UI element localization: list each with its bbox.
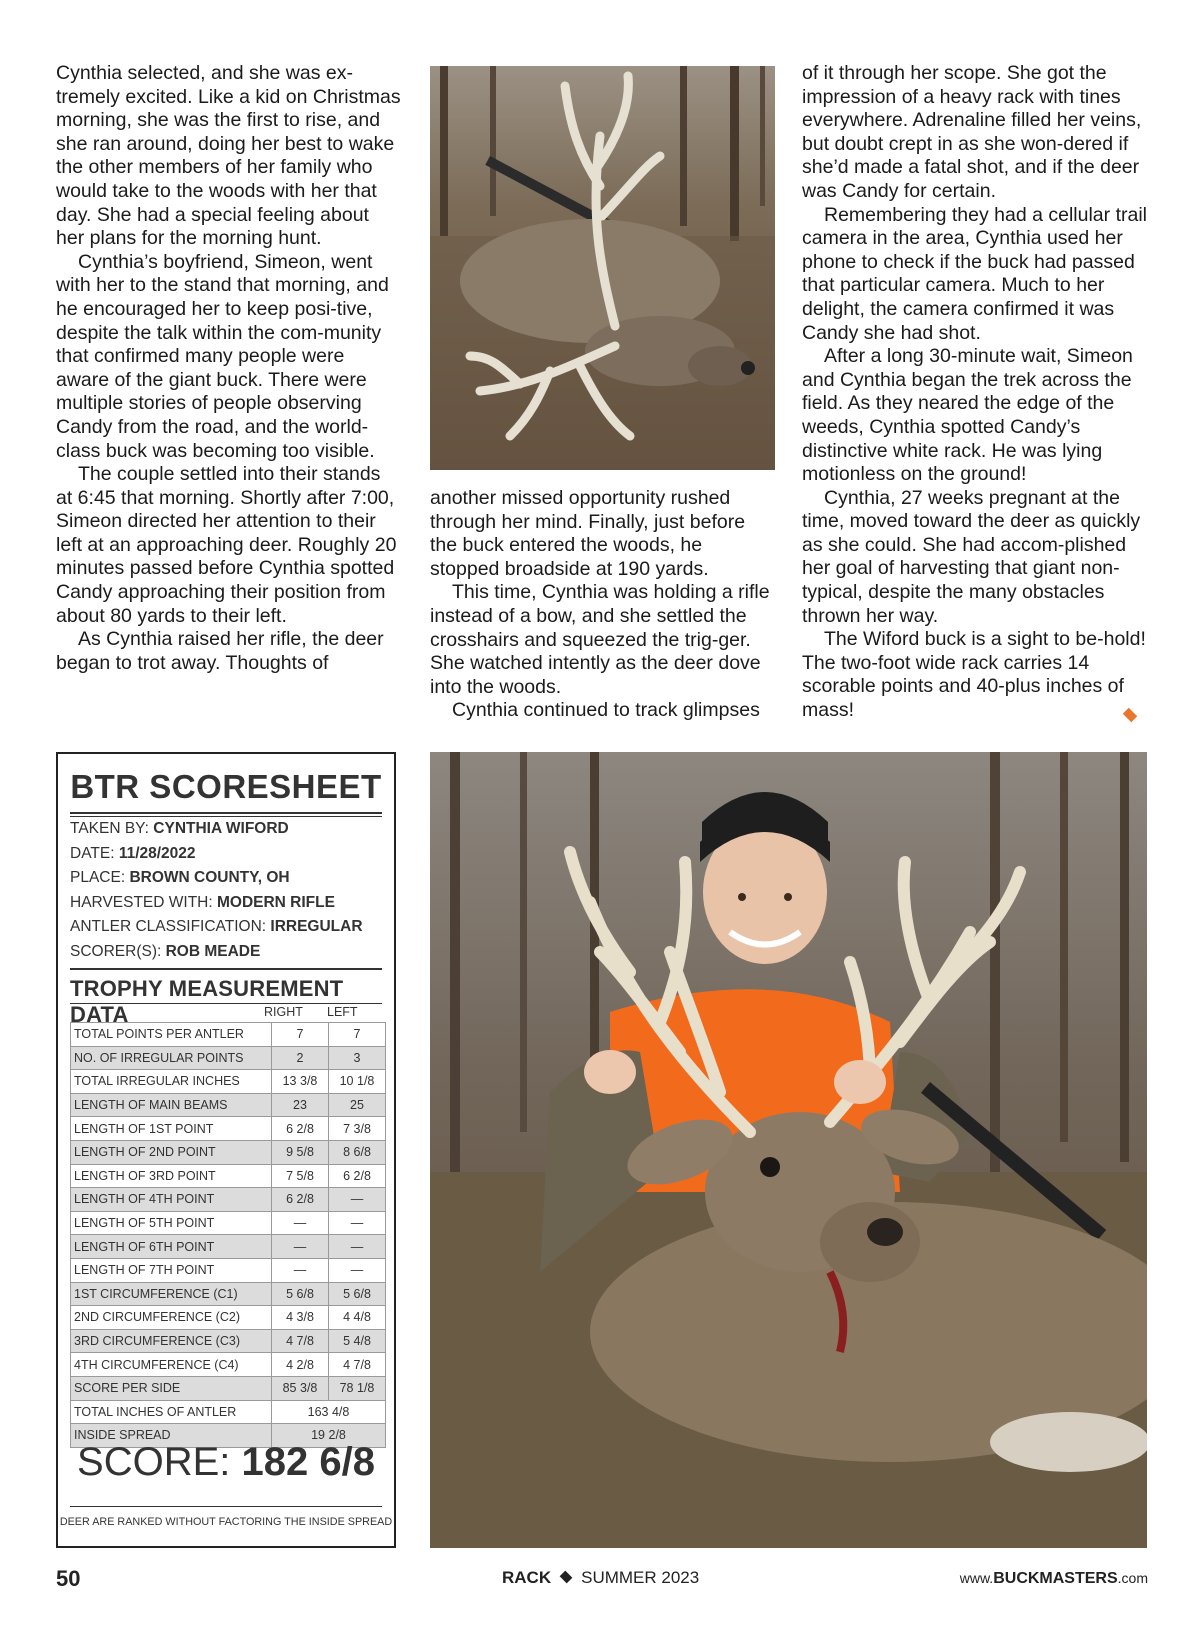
paragraph: of it through her scope. She got the impression of a heavy rack with tines everywhere. Adrenaline filled her veins, but doubt crept in as she won-dered if she’d made a fatal shot, and if the deer was Candy for certain. [802, 62, 1142, 202]
photo-hunter-with-buck [430, 752, 1147, 1548]
table-row: LENGTH OF 6TH POINT — — [71, 1235, 386, 1259]
info-place: PLACE: BROWN COUNTY, OH [70, 869, 290, 887]
scoresheet-info [70, 817, 363, 965]
deer-photo-illustration [430, 66, 775, 470]
divider [70, 968, 382, 970]
measurement-table [70, 1022, 386, 1448]
paragraph: After a long 30-minute wait, Simeon and Cynthia began the trek across the field. As they neared the edge of the weeds, Cynthia spotted Candy’s distinctive white rack. He was lying motionless on the ground! [802, 345, 1133, 486]
divider [70, 1506, 382, 1507]
table-row: LENGTH OF 7TH POINT — — [71, 1258, 386, 1282]
table-row: 1ST CIRCUMFERENCE (C1) 5 6/8 5 6/8 [71, 1282, 386, 1306]
table-row: NO. OF IRREGULAR POINTS 2 3 [71, 1046, 386, 1070]
info-antler-classification: ANTLER CLASSIFICATION: IRREGULAR [70, 918, 363, 936]
page-number: 50 [56, 1566, 81, 1591]
table-row: LENGTH OF 3RD POINT 7 5/8 6 2/8 [71, 1164, 386, 1188]
table-row: LENGTH OF 5TH POINT — — [71, 1211, 386, 1235]
article-column-3 [802, 62, 1147, 723]
table-row: LENGTH OF 4TH POINT 6 2/8 — [71, 1188, 386, 1212]
table-row: 3RD CIRCUMFERENCE (C3) 4 7/8 5 4/8 [71, 1329, 386, 1353]
info-date: DATE: 11/28/2022 [70, 844, 196, 862]
photo-deer-on-ground [430, 66, 775, 470]
paragraph: Remembering they had a cellular trail camera in the area, Cynthia used her phone to check if the buck had passed that particular camera. Much to her delight, the camera confirmed it was Candy she had shot. [802, 203, 1147, 344]
article-column-2 [430, 487, 770, 723]
diamond-icon [560, 1571, 573, 1584]
issue-label: SUMMER 2023 [581, 1568, 700, 1587]
scoresheet-title: BTR SCORESHEET [70, 768, 382, 805]
column-header-right: RIGHT [264, 1005, 303, 1019]
paragraph: another missed opportunity rushed through her mind. Finally, just before the buck entered the woods, he stopped broadside at 190 yards. [430, 487, 746, 580]
table-row-total: TOTAL INCHES OF ANTLER 163 4/8 [71, 1400, 386, 1424]
divider [70, 812, 382, 814]
hunter-photo-illustration [430, 752, 1147, 1548]
magazine-name: RACK [502, 1568, 552, 1587]
paragraph: The couple settled into their stands at 6:45 that morning. Shortly after 7:00, Simeon directed her attention to their left at an approaching deer. Roughly 20 minutes passed before Cynthia spotted Candy approaching their position from about 80 yards to their left. [56, 463, 397, 627]
divider [70, 1003, 382, 1004]
paragraph: As Cynthia raised her rifle, the deer began to trot away. Thoughts of [56, 628, 384, 674]
table-row: LENGTH OF 1ST POINT 6 2/8 7 3/8 [71, 1117, 386, 1141]
website-link[interactable]: www.BUCKMASTERS.com [959, 1570, 1148, 1587]
info-scorers: SCORER(S): ROB MEADE [70, 942, 261, 960]
paragraph: Cynthia selected, and she was ex-tremely excited. Like a kid on Christmas morning, she was the first to rise, and she ran around, doing her best to wake the other members of her family who would take to the woods with her that day. She had a special feeling about her plans for the morning hunt. [56, 62, 401, 250]
table-row: LENGTH OF MAIN BEAMS 23 25 [71, 1093, 386, 1117]
table-row: SCORE PER SIDE 85 3/8 78 1/8 [71, 1376, 386, 1400]
table-row: TOTAL POINTS PER ANTLER 7 7 [71, 1023, 386, 1047]
paragraph: Cynthia continued to track glimpses [452, 699, 760, 722]
paragraph: The Wiford buck is a sight to be-hold! The two-foot wide rack carries 14 scorable points and 40-plus inches of mass! [802, 628, 1146, 722]
paragraph: Cynthia, 27 weeks pregnant at the time, moved toward the deer as quickly as she could. She had accom-plished her goal of harvesting that giant non-typical, despite the many obstacles thrown her way. [802, 486, 1141, 627]
final-score: SCORE: 182 6/8 [77, 1440, 375, 1484]
article-column-1 [56, 62, 401, 675]
table-row: 2ND CIRCUMFERENCE (C2) 4 3/8 4 4/8 [71, 1306, 386, 1330]
table-row-spread: INSIDE SPREAD 19 2/8 [71, 1424, 386, 1448]
btr-scoresheet [56, 752, 396, 1548]
paragraph: Cynthia’s boyfriend, Simeon, went with her to the stand that morning, and he encouraged her to keep posi-tive, despite the talk within the com-munity that confirmed many people were aware of the giant buck. There were multiple stories of people observing Candy from the road, and the world-class buck was becoming too visible. [56, 250, 389, 462]
measurement-subtitle: TROPHY MEASUREMENT DATA [70, 976, 344, 1027]
column-header-left: LEFT [327, 1005, 358, 1019]
table-row: 4TH CIRCUMFERENCE (C4) 4 2/8 4 7/8 [71, 1353, 386, 1377]
info-taken-by: TAKEN BY: CYNTHIA WIFORD [70, 820, 289, 837]
magazine-issue [502, 1568, 699, 1588]
scoresheet-note: DEER ARE RANKED WITHOUT FACTORING THE INSIDE SPREAD [59, 1516, 393, 1528]
table-row: TOTAL IRREGULAR INCHES 13 3/8 10 1/8 [71, 1070, 386, 1094]
info-harvested-with: HARVESTED WITH: MODERN RIFLE [70, 893, 335, 911]
paragraph: This time, Cynthia was holding a rifle instead of a bow, and she settled the crosshairs and squeezed the trig-ger. She watched intently as the deer dove into the woods. [430, 581, 770, 698]
table-row: LENGTH OF 2ND POINT 9 5/8 8 6/8 [71, 1140, 386, 1164]
